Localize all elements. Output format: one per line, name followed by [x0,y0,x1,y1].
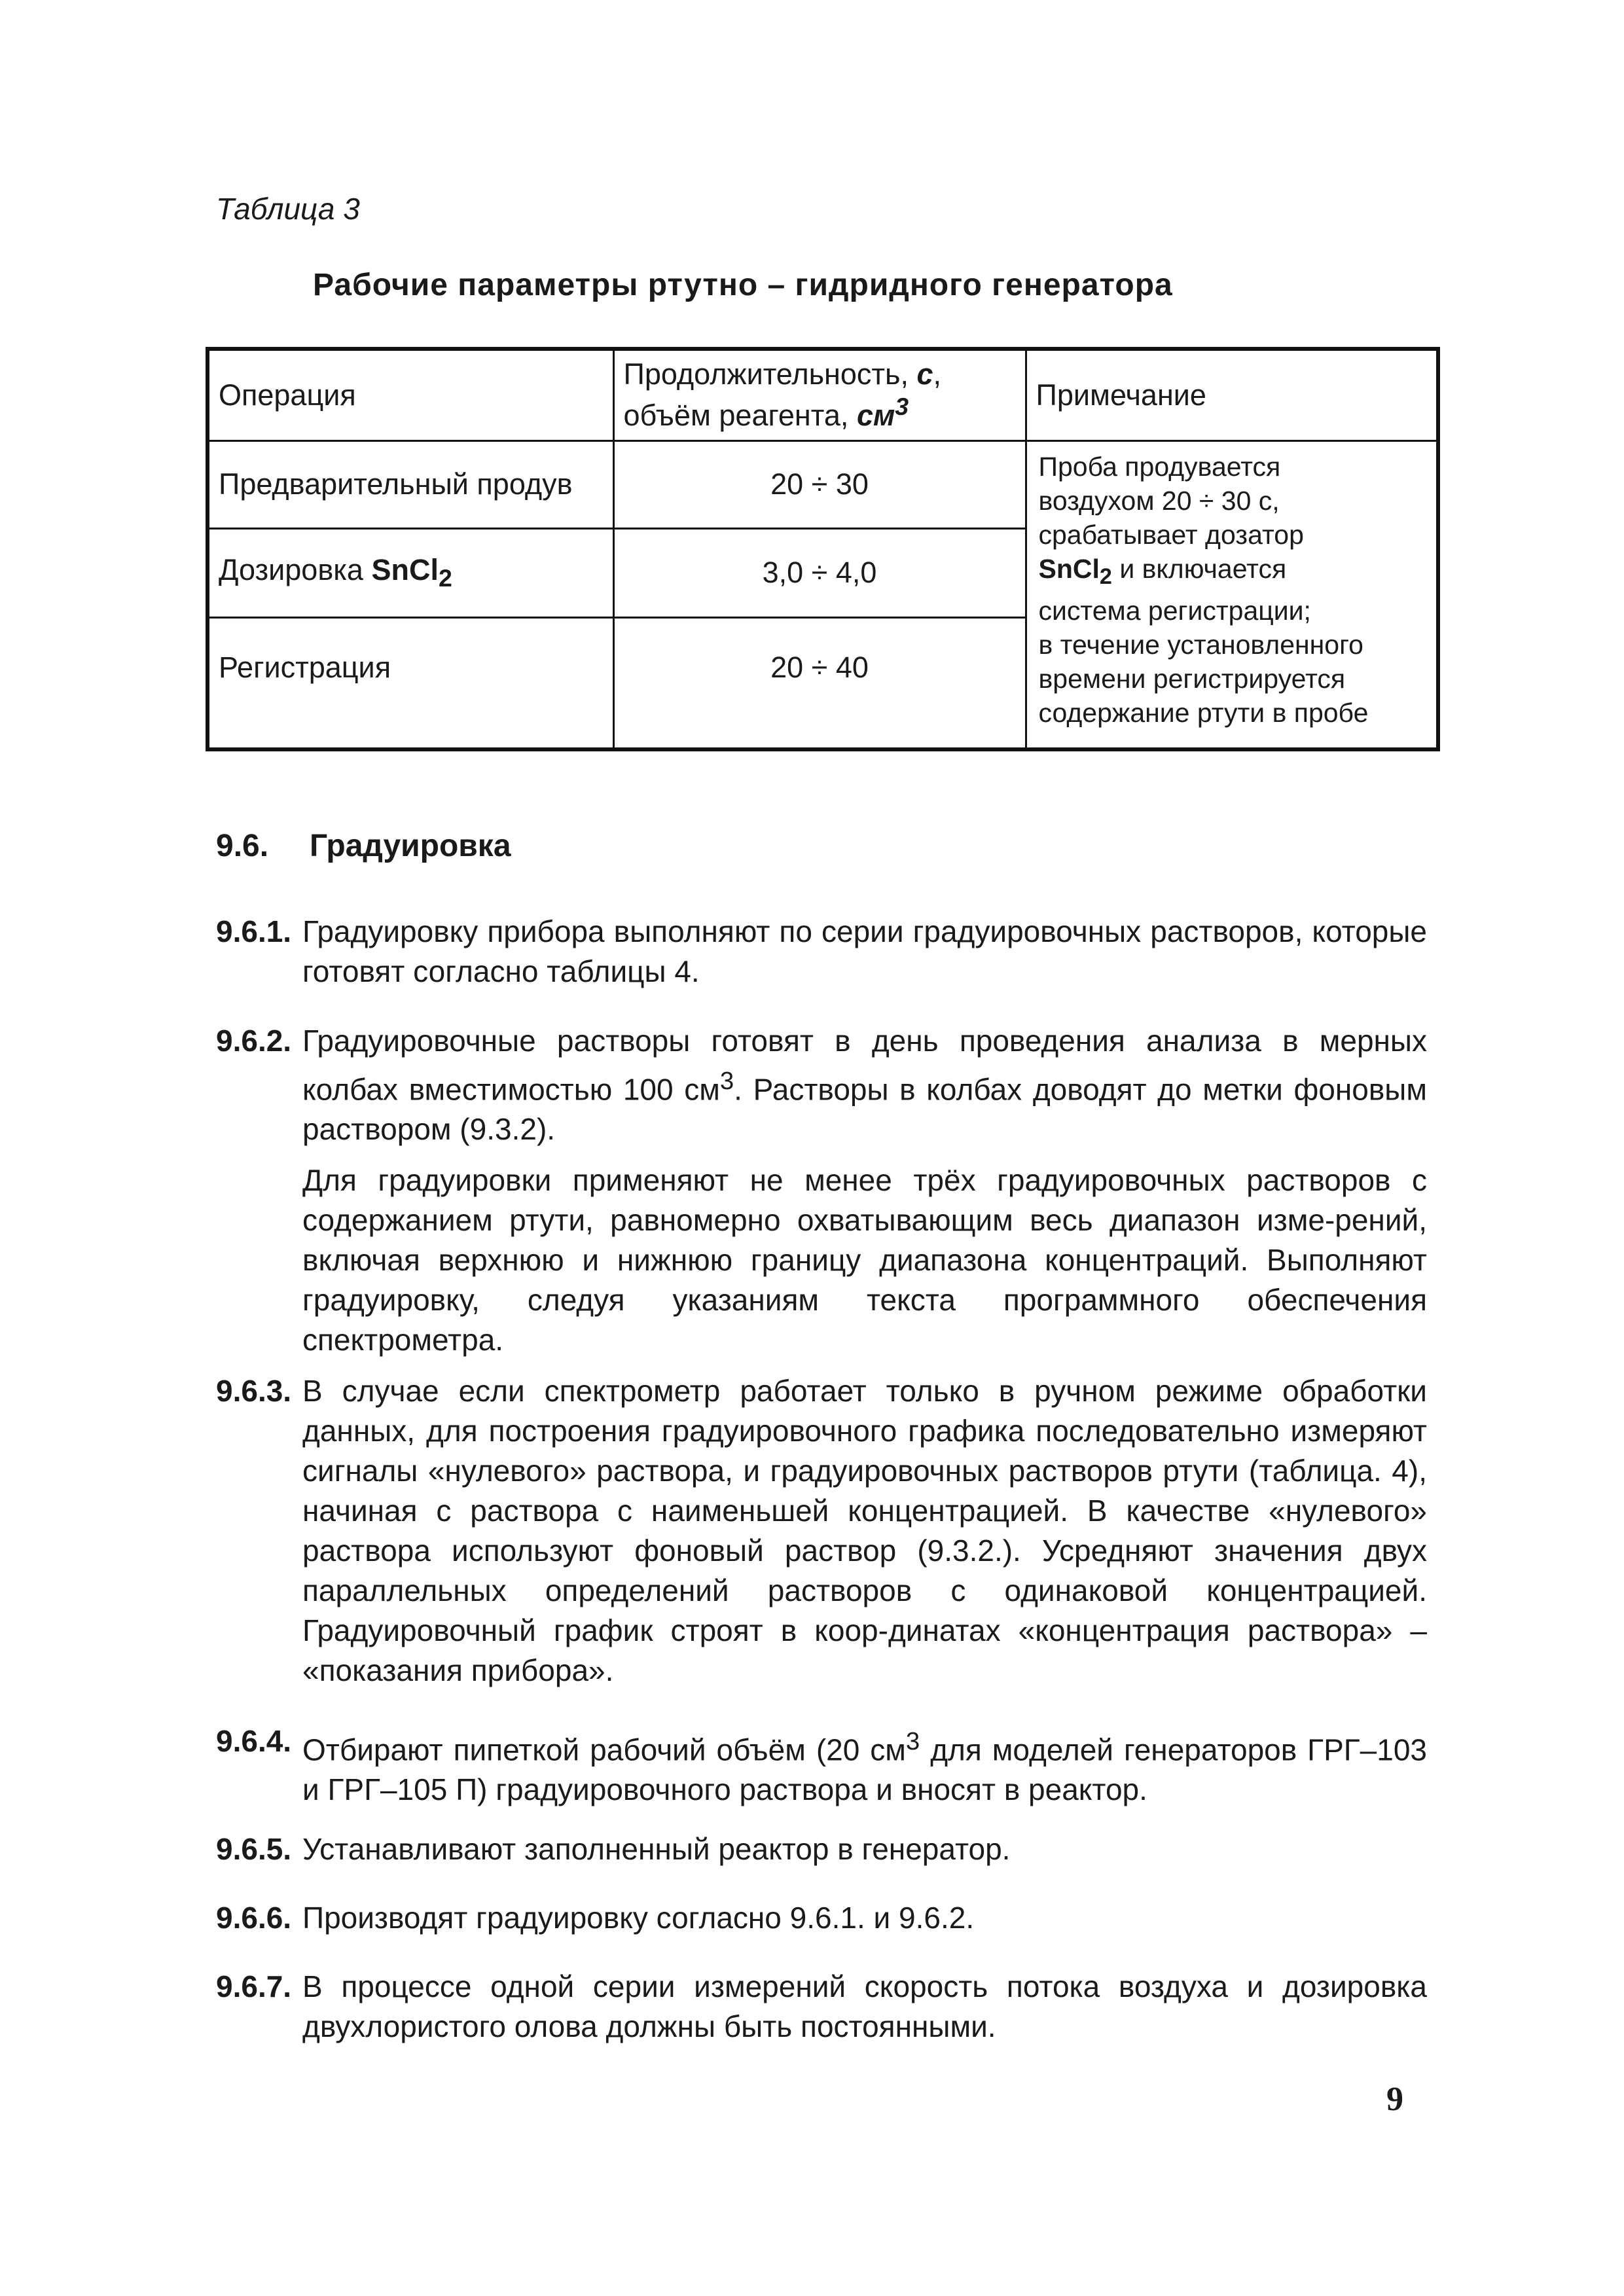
header-duration: Продолжительность, с, объём реагента, $см^3$ [613,349,1026,440]
header-operation: Операция [208,349,613,440]
paragraph-9-6-6: 9.6.6. Производят градуировку согласно 9.6.1. и 9.6.2. [216,1901,975,1935]
paragraph-9-6-2: 9.6.2. Градуировочные растворы готовят в день проведения анализа в мерных колбах вместимостью 100 $см^3$. Растворы в колбах доводят до метки фоновым раствором (9.3.2). [216,1024,1427,1147]
row-operation: Дозировка SnCl$_2$ [208,528,613,617]
table-title: Рабочие параметры ртутно – гидридного генератора [313,268,1173,302]
row-operation: Регистрация [208,617,613,749]
table-header-row [208,349,1438,440]
paragraph-9-6-7: 9.6.7. В процессе одной серии измерений скорость потока воздуха и дозировка двухлористого олова должны быть постоянными. [216,1969,1427,2043]
table-row [208,440,1438,528]
paragraph-9-6-5: 9.6.5. Устанавливают заполненный реактор в генератор. [216,1832,1011,1866]
row-operation: Предварительный продув [208,440,613,528]
table-label: Таблица 3 [216,192,360,226]
paragraph-9-6-2-note: Для градуировки применяют не менее трёх градуировочных растворов с содержанием ртути, равномерно охватывающим весь диапазон изме-рений, включая верхнюю и нижнюю границу диапазона концентраций. Выполняют градуировку, следуя указаниям текста программного обеспечения спектрометра. [302,1163,1427,1357]
header-note: Примечание [1026,349,1438,440]
paragraph-9-6-3: 9.6.3. В случае если спектрометр работает только в ручном режиме обработки данных, для построения градуировочного графика последовательно измеряют сигналы «нулевого» раствора, и градуировочных растворов ртути (таблица. 4), начиная с раствора с наименьшей концентрацией. В качестве «нулевого» раствора используют фоновый раствор (9.3.2.). Усредняют значения двух параллельных определений растворов с одинаковой концентрацией. Градуировочный график строят в коор-динатах «концентрация раствора» – «показания прибора». [216,1374,1427,1687]
paragraph-9-6-1: 9.6.1. Градуировку прибора выполняют по серии градуировочных растворов, которые готовят согласно таблицы 4. [216,914,1427,988]
parameters-table [206,347,1440,751]
section-heading: 9.6. Градуировка [216,829,511,863]
row-value: 20 ÷ 30 [613,440,1026,528]
note-cell: Проба продувается воздухом 20 ÷ 30 с, срабатывает дозатор SnCl$_2$ и включается система регистрации; в течение установленного времени регистрируется содержание ртути в пробе [1026,440,1438,749]
page-number: 9 [1386,2081,1403,2118]
row-value: 20 ÷ 40 [613,617,1026,749]
paragraph-9-6-4: 9.6.4. Отбирают пипеткой рабочий объём (20 $см^3$ для моделей генераторов ГРГ–103 и ГРГ–105 П) градуировочного раствора и вносят в реактор. [216,1724,1427,1807]
row-value: 3,0 ÷ 4,0 [613,528,1026,617]
